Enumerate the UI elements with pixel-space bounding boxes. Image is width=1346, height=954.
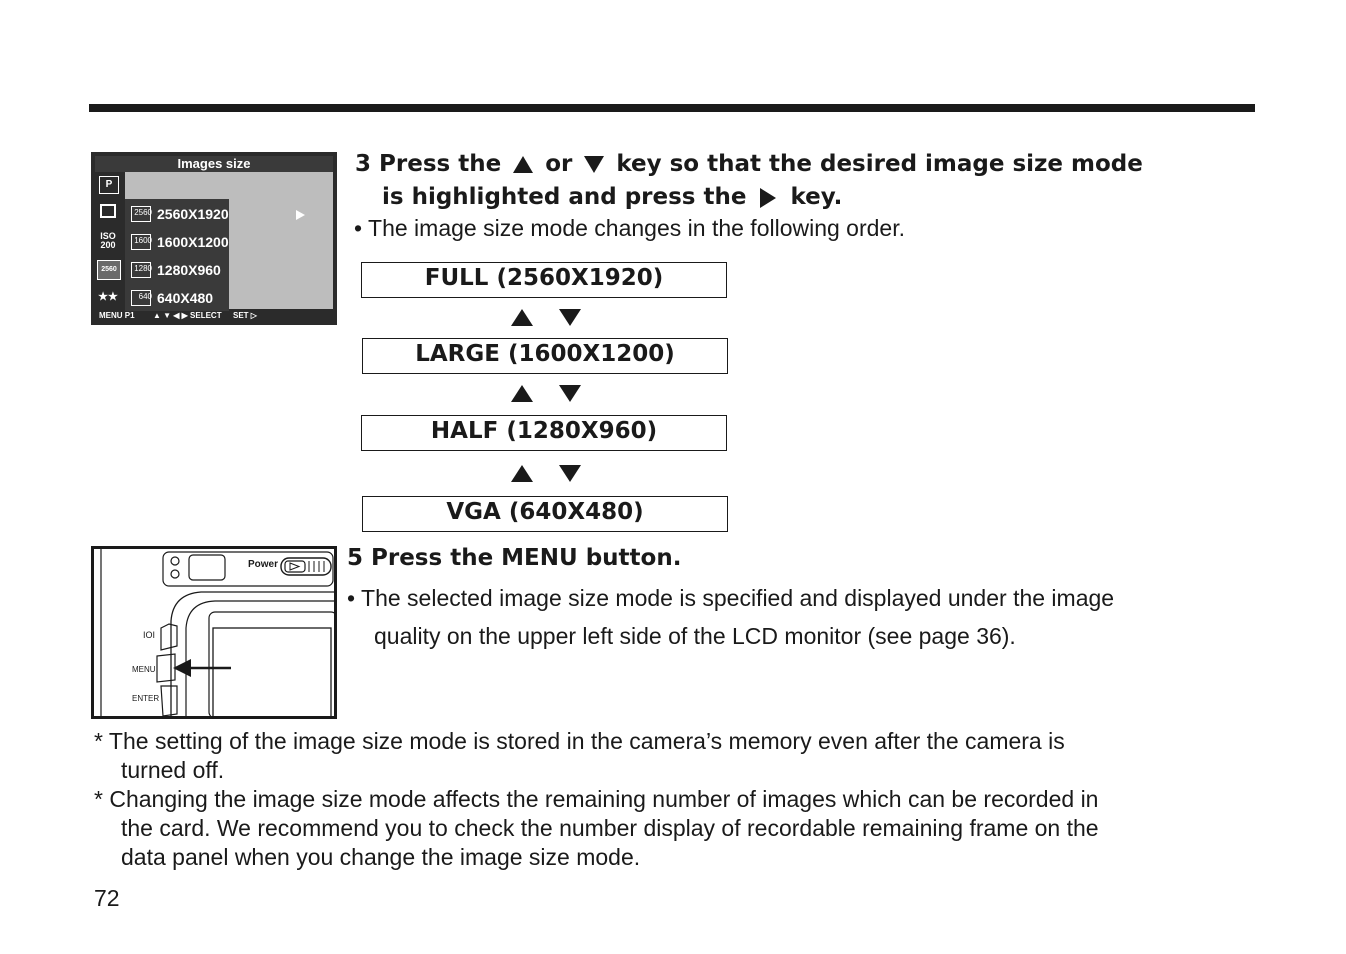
lcd-select-arrow-icon bbox=[296, 210, 305, 220]
mode-full: FULL (2560X1920) bbox=[361, 262, 727, 298]
menu-label: MENU bbox=[132, 665, 156, 674]
step3-line2: is highlighted and press the key. bbox=[382, 184, 843, 210]
down-arrow-icon bbox=[559, 385, 581, 402]
image-size-icon: 640 bbox=[131, 290, 151, 306]
up-arrow-icon bbox=[511, 309, 533, 326]
lcd-image-size-menu bbox=[91, 152, 337, 325]
up-arrow-icon bbox=[513, 156, 533, 173]
image-size-icon: 2560 bbox=[131, 206, 151, 222]
lcd-option-2560: 2560 2560X1920 bbox=[131, 202, 229, 226]
mode-arrows-1 bbox=[511, 309, 581, 329]
mode-vga: VGA (640X480) bbox=[362, 496, 728, 532]
top-rule bbox=[89, 104, 1255, 112]
step3-bullet: • The image size mode changes in the following order. bbox=[354, 215, 906, 241]
camera-back-illustration bbox=[91, 546, 337, 719]
camera-drawing bbox=[91, 546, 337, 719]
lcd-option-1280: 1280 1280X960 bbox=[131, 258, 221, 282]
mode-half: HALF (1280X960) bbox=[361, 415, 727, 451]
mode-arrows-2 bbox=[511, 385, 581, 405]
image-size-icon: 1600 bbox=[131, 234, 151, 250]
up-arrow-icon bbox=[511, 465, 533, 482]
lcd-menu-title: Images size bbox=[95, 156, 333, 172]
step5-bullet-line1: • The selected image size mode is specified and displayed under the image bbox=[347, 585, 1115, 611]
down-arrow-icon bbox=[559, 465, 581, 482]
step3-line1: 3 Press the or key so that the desired image size mode bbox=[355, 151, 1143, 177]
lcd-side-icon-iso: ISO 200 bbox=[100, 231, 116, 250]
step5-bullet-line2: quality on the upper left side of the LCD monitor (see page 36). bbox=[374, 623, 1016, 649]
image-size-icon: 1280 bbox=[131, 262, 151, 278]
enter-label: ENTER bbox=[132, 694, 160, 703]
mode-large: LARGE (1600X1200) bbox=[362, 338, 728, 374]
lcd-side-icon-stars: ★★ bbox=[98, 291, 118, 303]
lcd-side-icon-quality bbox=[97, 204, 119, 222]
power-label: Power bbox=[248, 559, 279, 570]
page-number: 72 bbox=[94, 885, 120, 911]
up-arrow-icon bbox=[511, 385, 533, 402]
step5-title: 5 Press the MENU button. bbox=[347, 545, 682, 571]
lcd-side-icon-size: 2560 bbox=[97, 260, 121, 280]
mode-arrows-3 bbox=[511, 465, 581, 485]
note-2: * Changing the image size mode affects the remaining number of images which can be recorded in the card. We recommend you to check the number display of recordable remaining frame on the data panel when you change the image size mode. bbox=[94, 786, 1099, 870]
lcd-option-640: 640 640X480 bbox=[131, 286, 213, 310]
lcd-side-icon-p: P bbox=[99, 176, 119, 194]
down-arrow-icon bbox=[559, 309, 581, 326]
lcd-footer: MENU P1 ▲ ▼ ◀ ▶ SELECT SET ▷ bbox=[99, 311, 257, 320]
ioi-label: IOI bbox=[143, 630, 156, 640]
note-1: * The setting of the image size mode is stored in the camera’s memory even after the camera is turned off. bbox=[94, 728, 1065, 783]
lcd-option-1600: 1600 1600X1200 bbox=[131, 230, 229, 254]
right-arrow-icon bbox=[760, 188, 776, 208]
down-arrow-icon bbox=[584, 156, 604, 173]
